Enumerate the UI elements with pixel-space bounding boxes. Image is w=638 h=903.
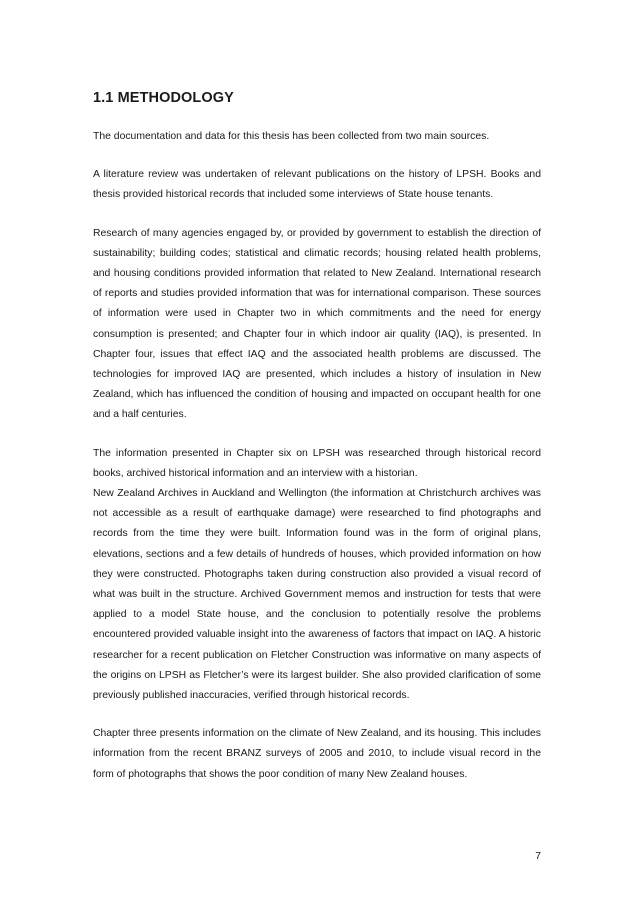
paragraph-archives: New Zealand Archives in Auckland and Wellington (the information at Christchurch archives was not accessible as a result of earthquake damage) were researched to find photographs and records from the time they were built. Information found was in the form of original plans, elevations, sections and a few details of hundreds of houses, which provided information on how they were constructed. Photographs taken during construction also provided a visual record of what was built in the structure. Archived Government memos and instruction for tests that were applied to a model State house, and the conclusion to potentially resolve the problems encountered provided valuable insight into the awareness of factors that impact on IAQ. A historic researcher for a recent publication on Fletcher Construction was informative on many aspects of the origins on LPSH as Fletcher’s were its largest builder. She also provided clarification of some previously published inaccuracies, verified through historical records. [93, 488, 541, 702]
page-number: 7 [535, 851, 541, 862]
section-heading: 1.1 METHODOLOGY [93, 90, 234, 106]
paragraph-agency-research: Research of many agencies engaged by, or provided by government to establish the direction of sustainability; building codes; statistical and climatic records; housing related health problems, and housing conditions provided information that related to New Zealand. International research of reports and studies provided information that was for international comparison. These sources of information were used in Chapter two in which commitments and the need for energy consumption is presented; and Chapter four in which indoor air quality (IAQ), is presented. In Chapter four, issues that effect IAQ and the associated health problems are discussed. The technologies for improved IAQ are presented, which includes a history of insulation in New Zealand, which has influenced the condition of housing and impacted on occupant health for one and a half centuries. [93, 227, 541, 421]
paragraph-chapter-six: The information presented in Chapter six on LPSH was researched through historical record books, archived historical information and an interview with a historian. [93, 447, 541, 479]
paragraph-chapter-three: Chapter three presents information on the climate of New Zealand, and its housing. This includes information from the recent BRANZ surveys of 2005 and 2010, to include visual record in the form of photographs that shows the poor condition of many New Zealand houses. [93, 728, 541, 780]
paragraph-sources: The documentation and data for this thesis has been collected from two main sources. [93, 131, 490, 142]
page-content [93, 88, 541, 803]
paragraph-literature-review: A literature review was undertaken of relevant publications on the history of LPSH. Books and thesis provided historical records that included some interviews of State house tenants. [93, 169, 541, 201]
